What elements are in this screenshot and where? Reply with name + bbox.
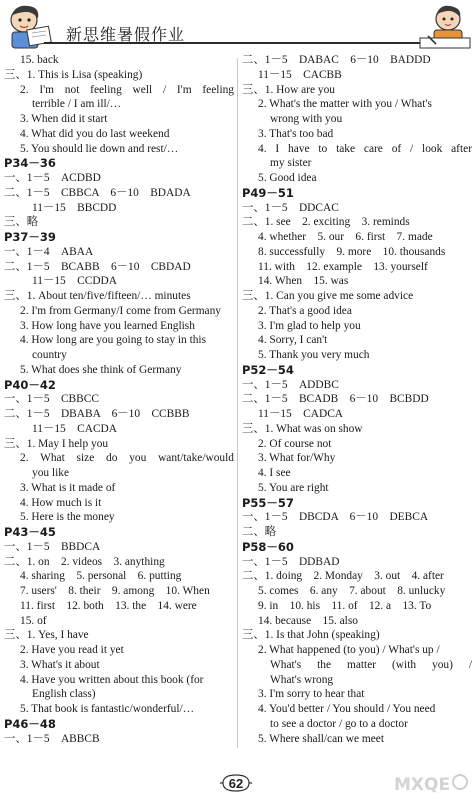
answer-line: 三、1. What was on show — [242, 422, 363, 435]
answer-line: 5. Where shall/can we meet — [258, 732, 384, 745]
answer-line: terrible / I am ill/… — [32, 98, 122, 111]
answer-line: 三、1. How are you — [242, 83, 336, 96]
answer-line: 二、略 — [242, 526, 277, 538]
answer-line: 4. How long are you going to stay in this — [20, 334, 207, 347]
svg-text:MXQE: MXQE — [394, 775, 451, 795]
answer-line: 4. whether 5. our 6. first 7. made — [258, 231, 433, 243]
answer-line: 三、略 — [4, 216, 39, 229]
answer-line: 3. What is it made of — [20, 481, 116, 494]
section-heading: P52－54 — [242, 362, 294, 377]
watermark-logo-icon — [390, 770, 470, 800]
answer-line: 4. I see — [258, 467, 291, 479]
section-heading: P49－51 — [242, 185, 294, 200]
page-number: 62 — [228, 776, 244, 791]
page-footer — [0, 770, 474, 800]
answer-line: 4. How much is it — [20, 496, 102, 509]
answer-line: 二、1－5 DBABA 6－10 CCBBB — [4, 408, 190, 420]
column-divider — [237, 58, 238, 748]
answer-line: 三、1. Is that John (speaking) — [242, 629, 380, 642]
section-heading: P55－57 — [242, 495, 294, 510]
page-header — [0, 0, 474, 50]
answer-line: 11. with 12. example 13. yourself — [258, 260, 428, 273]
answer-line: 4. Sorry, I can't — [258, 334, 328, 347]
answer-line: 4. I have to take care of / look after — [258, 142, 472, 155]
answer-line: 三、1. This is Lisa (speaking) — [4, 68, 143, 81]
answer-line: 3. I'm glad to help you — [258, 319, 361, 332]
answer-line: 一、1－5 DDCAC — [242, 201, 339, 214]
answer-line: 5. Here is the money — [20, 511, 115, 524]
answer-line: 二、1－5 CBBCA 6－10 BDADA — [4, 186, 191, 199]
answer-line: 三、1. About ten/five/fifteen/… minutes — [4, 290, 191, 302]
answer-line: 5. You should lie down and rest/… — [20, 142, 179, 155]
answer-line: 5. comes 6. any 7. about 8. unlucky — [258, 585, 446, 597]
answer-line: my sister — [270, 157, 312, 170]
answer-line: 2. That's a good idea — [258, 304, 352, 317]
answer-line: 14. When 15. was — [258, 275, 349, 288]
section-heading: P43－45 — [4, 525, 56, 539]
answer-column-left — [4, 53, 234, 746]
answer-line: 11－15 CCDDA — [32, 275, 118, 288]
student-writing-icon — [418, 2, 472, 50]
answer-line: 一、1－5 DBCDA 6－10 DEBCA — [242, 511, 429, 524]
answer-line: 2. Have you read it yet — [20, 644, 124, 656]
answer-line: 11－15 BBCDD — [32, 201, 117, 214]
answer-line: 5. Good idea — [258, 172, 317, 184]
answer-line: 二、1－5 BCABB 6－10 CBDAD — [4, 260, 191, 273]
answer-line: What's wrong — [270, 673, 334, 686]
answer-line: 2. What happened (to you) / What's up / — [258, 644, 440, 656]
answer-line: 3. When did it start — [20, 113, 108, 125]
answer-line: 7. users' 8. their 9. among 10. When — [20, 585, 210, 597]
answer-line: 11－15 CADCA — [258, 408, 344, 420]
answer-line: 5. What does she think of Germany — [20, 363, 182, 376]
answer-line: 2. What's the matter with you / What's — [258, 98, 432, 111]
answer-line: 3. What's it about — [20, 658, 100, 671]
section-heading: P40－42 — [4, 377, 56, 392]
answer-line: 一、1－5 CBBCC — [4, 393, 99, 406]
answer-line: 3. I'm sorry to hear that — [258, 688, 365, 701]
answer-line: you like — [32, 467, 70, 479]
section-heading: P37－39 — [4, 230, 56, 244]
answer-line: 8. successfully 9. more 10. thousands — [258, 245, 446, 258]
answer-line: 15. back — [20, 54, 59, 66]
answer-line: 2. Of course not — [258, 437, 332, 450]
answer-line: 一、1－5 ACDBD — [4, 172, 101, 184]
answer-line: 14. because 15. also — [258, 614, 358, 627]
answer-line: 3. How long have you learned English — [20, 319, 195, 332]
answer-line: 二、1. doing 2. Monday 3. out 4. after — [242, 570, 444, 583]
answer-line: 三、1. May I help you — [4, 437, 109, 450]
answer-line: What's the matter (with you) / — [270, 658, 472, 671]
answer-line: to see a doctor / go to a doctor — [270, 717, 408, 730]
answer-line: 3. That's too bad — [258, 127, 334, 140]
answer-line: wrong with you — [270, 113, 343, 125]
answer-line: 4. What did you do last weekend — [20, 127, 170, 140]
answer-line: 2. I'm from Germany/I come from Germany — [20, 304, 222, 317]
answer-line: 2. What size do you want/take/would — [20, 452, 234, 465]
answer-line: 一、1－5 DDBAD — [242, 555, 340, 568]
answer-line: 11. first 12. both 13. the 14. were — [20, 599, 197, 612]
answer-line: 一、1－4 ABAA — [4, 245, 94, 258]
answer-line: 二、1. see 2. exciting 3. reminds — [242, 216, 410, 229]
answer-line: 三、1. Can you give me some advice — [242, 290, 414, 302]
answer-line: 一、1－5 BBDCA — [4, 540, 101, 553]
section-heading: P34－36 — [4, 156, 56, 171]
section-heading: P46－48 — [4, 716, 56, 731]
answer-line: 4. Have you written about this book (for — [20, 673, 204, 686]
answer-line: 15. of — [20, 614, 47, 627]
answer-line: 4. You'd better / You should / You need — [258, 703, 436, 715]
answer-line: 11－15 CACDA — [32, 422, 118, 435]
answer-line: 9. in 10. his 11. of 12. a 13. To — [258, 599, 432, 612]
answer-line: 11－15 CACBB — [258, 68, 342, 81]
answer-line: 二、1－5 BCADB 6－10 BCBDD — [242, 393, 429, 406]
answer-line: 三、1. Yes, I have — [4, 629, 89, 642]
answer-line: 5. Thank you very much — [258, 349, 370, 361]
section-heading: P58－60 — [242, 539, 294, 554]
answer-column-right — [242, 53, 472, 746]
answer-line: 二、1－5 DABAC 6－10 BADDD — [242, 54, 431, 66]
answer-line: 一、1－5 ABBCB — [4, 732, 100, 745]
answer-line: 4. sharing 5. personal 6. putting — [20, 570, 182, 583]
answer-line: English class) — [32, 688, 96, 701]
answer-line: 3. What for/Why — [258, 452, 336, 465]
answer-line: country — [32, 349, 67, 361]
answer-line: 5. That book is fantastic/wonderful/… — [20, 703, 195, 715]
answer-line: 5. You are right — [258, 481, 329, 494]
answer-line: 二、1. on 2. videos 3. anything — [4, 555, 165, 568]
answer-line: 一、1－5 ADDBC — [242, 378, 339, 391]
answer-line: 2. I'm not feeling well / I'm feeling — [20, 83, 234, 96]
page-title: 新思维暑假作业 — [66, 25, 186, 44]
